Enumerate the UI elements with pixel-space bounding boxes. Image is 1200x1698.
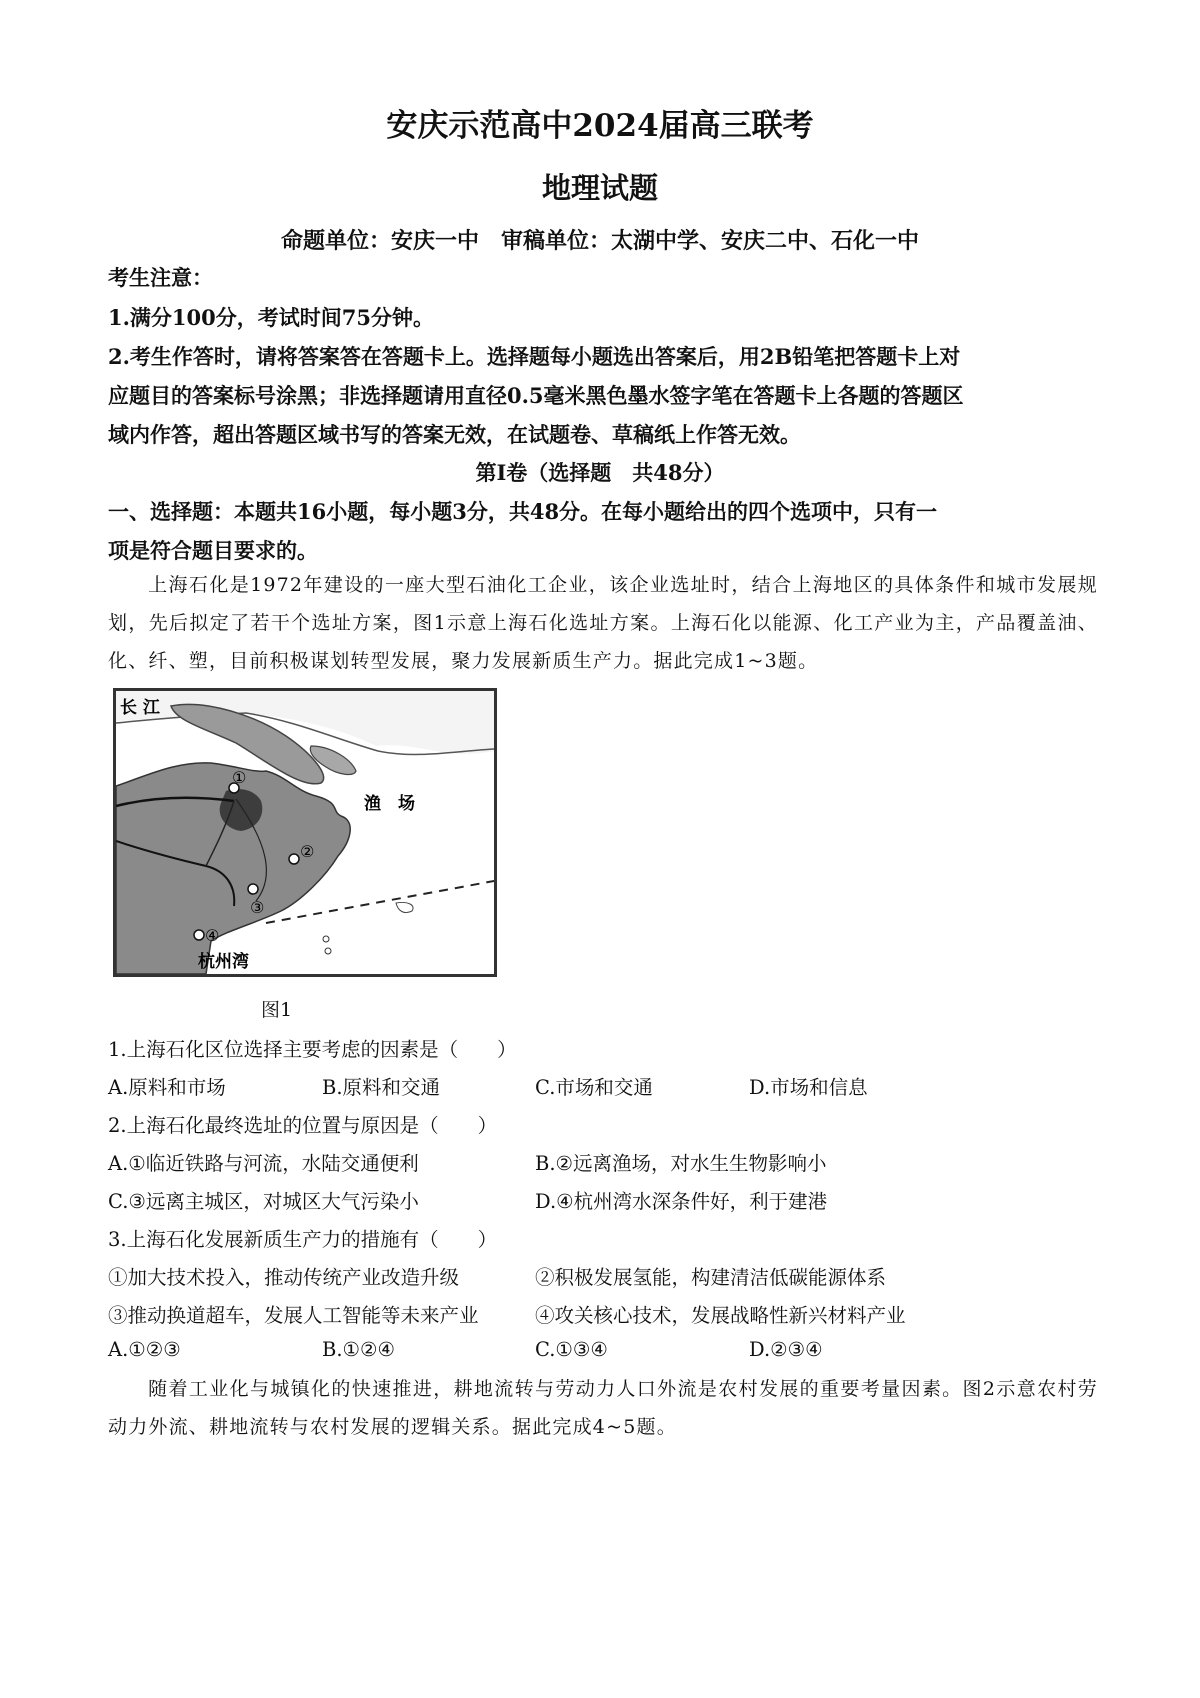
notice-item-2-line-2: 应题目的答案标号涂黑；非选择题请用直径0.5毫米黑色墨水签字笔在答题卡上各题的答题区 bbox=[108, 383, 964, 408]
q1-stem: 1.上海石化区位选择主要考虑的因素是（ ） bbox=[108, 1038, 517, 1061]
passage-2-text: 随着工业化与城镇化的快速推进，耕地流转与劳动力人口外流是农村发展的重要考量因素。图2示意农村劳动力外流、耕地流转与农村发展的逻辑关系。据此完成4~5题。 bbox=[108, 1378, 1098, 1438]
marker-1: ① bbox=[232, 768, 247, 787]
label-hangzhou-bay: 杭州湾 bbox=[198, 952, 249, 972]
marker-2: ② bbox=[300, 842, 315, 861]
q2-option-c: C.③远离主城区，对城区大气污染小 bbox=[108, 1190, 419, 1213]
section-instruction-line-2: 项是符合题目要求的。 bbox=[108, 538, 318, 563]
exam-subtitle: 地理试题 bbox=[541, 171, 658, 205]
q2-option-d: D.④杭州湾水深条件好，利于建港 bbox=[535, 1190, 828, 1213]
shanghai-map-svg bbox=[116, 691, 494, 974]
marker-4: ④ bbox=[205, 926, 220, 945]
q1-option-b: B.原料和交通 bbox=[322, 1076, 441, 1099]
q2-stem: 2.上海石化最终选址的位置与原因是（ ） bbox=[108, 1114, 498, 1137]
q3-option-d: D.②③④ bbox=[749, 1338, 823, 1361]
passage-1-text: 上海石化是1972年建设的一座大型石油化工企业，该企业选址时，结合上海地区的具体条件和城市发展规划，先后拟定了若干个选址方案，图1示意上海石化选址方案。上海石化以能源、化工产业为主，产品覆盖油、化、纤、塑，目前积极谋划转型发展，聚力发展新质生产力。据此完成1~3题。 bbox=[108, 574, 1098, 672]
q2-option-b: B.②远离渔场，对水生生物影响小 bbox=[535, 1152, 827, 1175]
exam-title: 安庆示范高中2024届高三联考 bbox=[386, 108, 814, 144]
part1-heading: 第Ⅰ卷（选择题 共48分） bbox=[475, 460, 725, 485]
q3-stem: 3.上海石化发展新质生产力的措施有（ ） bbox=[108, 1228, 498, 1251]
label-yangtze: 长 江 bbox=[120, 698, 160, 718]
q3-statement-1: ①加大技术投入，推动传统产业改造升级 bbox=[108, 1266, 460, 1289]
notice-heading: 考生注意： bbox=[108, 265, 213, 290]
marker-3: ③ bbox=[250, 898, 265, 917]
figure-1-map bbox=[113, 688, 497, 977]
label-fishery: 渔 场 bbox=[364, 794, 415, 814]
notice-item-2-line-3: 域内作答，超出答题区域书写的答案无效，在试题卷、草稿纸上作答无效。 bbox=[108, 422, 801, 447]
q1-option-a: A.原料和市场 bbox=[108, 1076, 226, 1099]
passage-1 bbox=[108, 566, 1098, 680]
figure-1-caption: 图1 bbox=[261, 999, 293, 1021]
q2-option-a: A.①临近铁路与河流，水陆交通便利 bbox=[108, 1152, 419, 1175]
q3-statement-4: ④攻关核心技术，发展战略性新兴材料产业 bbox=[535, 1304, 906, 1327]
q3-option-c: C.①③④ bbox=[535, 1338, 608, 1361]
q3-statement-3: ③推动换道超车，发展人工智能等未来产业 bbox=[108, 1304, 479, 1327]
notice-item-1: 1.满分100分，考试时间75分钟。 bbox=[108, 305, 434, 330]
q3-statement-2: ②积极发展氢能，构建清洁低碳能源体系 bbox=[535, 1266, 887, 1289]
q1-option-c: C.市场和交通 bbox=[535, 1076, 653, 1099]
notice-item-2-line-1: 2.考生作答时，请将答案答在答题卡上。选择题每小题选出答案后，用2B铅笔把答题卡上对 bbox=[108, 344, 961, 369]
exam-units: 命题单位：安庆一中 审稿单位：太湖中学、安庆二中、石化一中 bbox=[280, 228, 919, 254]
q3-option-b: B.①②④ bbox=[322, 1338, 395, 1361]
q1-option-d: D.市场和信息 bbox=[749, 1076, 868, 1099]
section-instruction-line-1: 一、选择题：本题共16小题，每小题3分，共48分。在每小题给出的四个选项中，只有一 bbox=[108, 499, 938, 524]
q3-option-a: A.①②③ bbox=[108, 1338, 181, 1361]
passage-2 bbox=[108, 1370, 1098, 1446]
